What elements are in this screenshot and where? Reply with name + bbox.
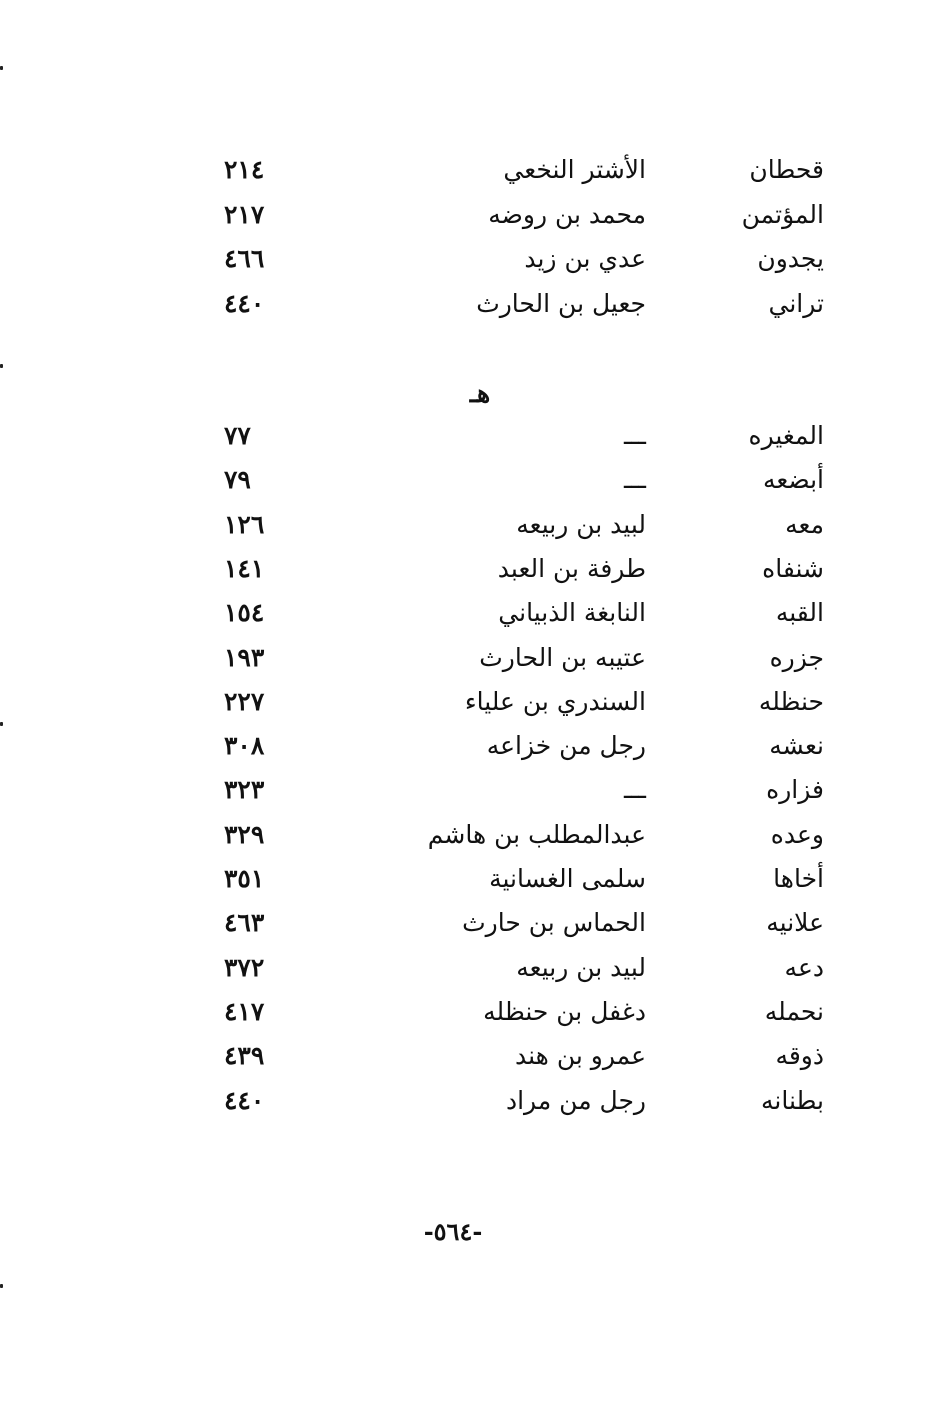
index-row xyxy=(0,636,936,680)
page-reference: ١٥٤ xyxy=(224,598,265,628)
page-reference: ٣٥١ xyxy=(224,864,265,893)
scan-edge-mark xyxy=(0,66,3,70)
rhyme-word: دعه xyxy=(784,952,824,982)
rhyme-word: شنفاه xyxy=(762,553,824,583)
index-row xyxy=(0,193,936,237)
poet-name: النابغة الذبياني xyxy=(498,598,646,628)
poet-name: عدي بن زيد xyxy=(524,244,646,273)
page-reference: ٤٣٩ xyxy=(224,1041,265,1071)
index-row xyxy=(0,547,936,591)
index-row xyxy=(0,458,936,502)
rhyme-word: فزاره xyxy=(766,775,824,805)
rhyme-word: المؤتمن xyxy=(741,199,824,229)
index-row xyxy=(0,1079,936,1123)
rhyme-word: ذوقه xyxy=(775,1041,824,1071)
rhyme-word: نعشه xyxy=(769,731,824,761)
index-row xyxy=(0,1034,936,1078)
page-reference: ٣٢٣ xyxy=(224,775,265,805)
page-reference: ٢١٤ xyxy=(224,155,265,184)
scan-edge-mark xyxy=(0,364,3,368)
page-number: -٥٦٤- xyxy=(423,1217,483,1246)
poet-name: عبدالمطلب بن هاشم xyxy=(427,819,646,849)
rhyme-word: علانيه xyxy=(766,908,824,938)
index-row xyxy=(0,503,936,547)
page-reference: ٤٦٣ xyxy=(224,908,265,938)
scan-edge-mark xyxy=(0,1284,3,1288)
rhyme-word: أبضعه xyxy=(762,465,824,495)
page-reference: ٢١٧ xyxy=(224,199,265,229)
index-row xyxy=(0,768,936,812)
poet-name: محمد بن روضه xyxy=(488,199,646,229)
poet-name: جعيل بن الحارث xyxy=(476,288,646,318)
poet-name: طرفة بن العبد xyxy=(497,553,646,583)
scan-edge-mark xyxy=(0,722,3,726)
page-reference: ٤٦٦ xyxy=(224,244,265,273)
poet-name: عمرو بن هند xyxy=(515,1041,646,1071)
rhyme-word: يجدون xyxy=(757,244,824,273)
index-row xyxy=(0,680,936,724)
index-row xyxy=(0,282,936,326)
index-row xyxy=(0,148,936,192)
page-reference: ١٢٦ xyxy=(224,509,265,539)
poet-name: دغفل بن حنظله xyxy=(483,996,646,1026)
index-row xyxy=(0,813,936,857)
index-row xyxy=(0,990,936,1034)
poet-name: سلمى الغسانية xyxy=(489,864,646,893)
rhyme-word: معه xyxy=(785,509,824,539)
page-reference: ٧٩ xyxy=(224,465,251,495)
index-row xyxy=(0,237,936,281)
rhyme-word: نحمله xyxy=(764,996,824,1026)
poet-name: ـــ xyxy=(624,775,646,805)
rhyme-word: قحطان xyxy=(749,155,824,184)
poet-name: رجل من خزاعه xyxy=(486,731,646,761)
poet-name: السندري بن علياء xyxy=(464,686,646,716)
poet-name: لبيد بن ربيعه xyxy=(516,952,646,982)
poet-name: الحماس بن حارث xyxy=(462,908,646,938)
rhyme-word: وعده xyxy=(770,819,824,849)
page-reference: ٢٢٧ xyxy=(224,686,265,716)
index-row xyxy=(0,857,936,901)
poet-name: ـــ xyxy=(624,465,646,495)
page-reference: ٤١٧ xyxy=(224,996,265,1026)
poet-name: ـــ xyxy=(624,421,646,450)
rhyme-word: حنظله xyxy=(758,686,824,716)
page-reference: ٣٢٩ xyxy=(224,819,265,849)
rhyme-word: تراني xyxy=(768,288,824,318)
page-reference: ٤٤٠ xyxy=(224,288,265,318)
poet-name: رجل من مراد xyxy=(505,1085,646,1115)
rhyme-word: القبه xyxy=(775,598,824,628)
page-reference: ١٩٣ xyxy=(224,642,265,672)
rhyme-word: جزره xyxy=(769,642,824,672)
index-row xyxy=(0,946,936,990)
page-reference: ٣٠٨ xyxy=(224,731,265,761)
page-reference: ١٤١ xyxy=(224,553,265,583)
page-reference: ٧٧ xyxy=(224,421,251,450)
rhyme-word: المغيره xyxy=(748,421,824,450)
page-reference: ٤٤٠ xyxy=(224,1085,265,1115)
poet-name: الأشتر النخعي xyxy=(503,155,646,184)
index-row xyxy=(0,901,936,945)
poet-name: عتيبه بن الحارث xyxy=(479,642,646,672)
rhyme-word: بطنانه xyxy=(761,1085,824,1115)
rhyme-word: أخاها xyxy=(773,864,824,893)
poet-name: لبيد بن ربيعه xyxy=(516,509,646,539)
index-row xyxy=(0,414,936,458)
section-letter-heading: هـ xyxy=(469,379,491,408)
index-row xyxy=(0,591,936,635)
page-reference: ٣٧٢ xyxy=(224,952,265,982)
index-row xyxy=(0,724,936,768)
